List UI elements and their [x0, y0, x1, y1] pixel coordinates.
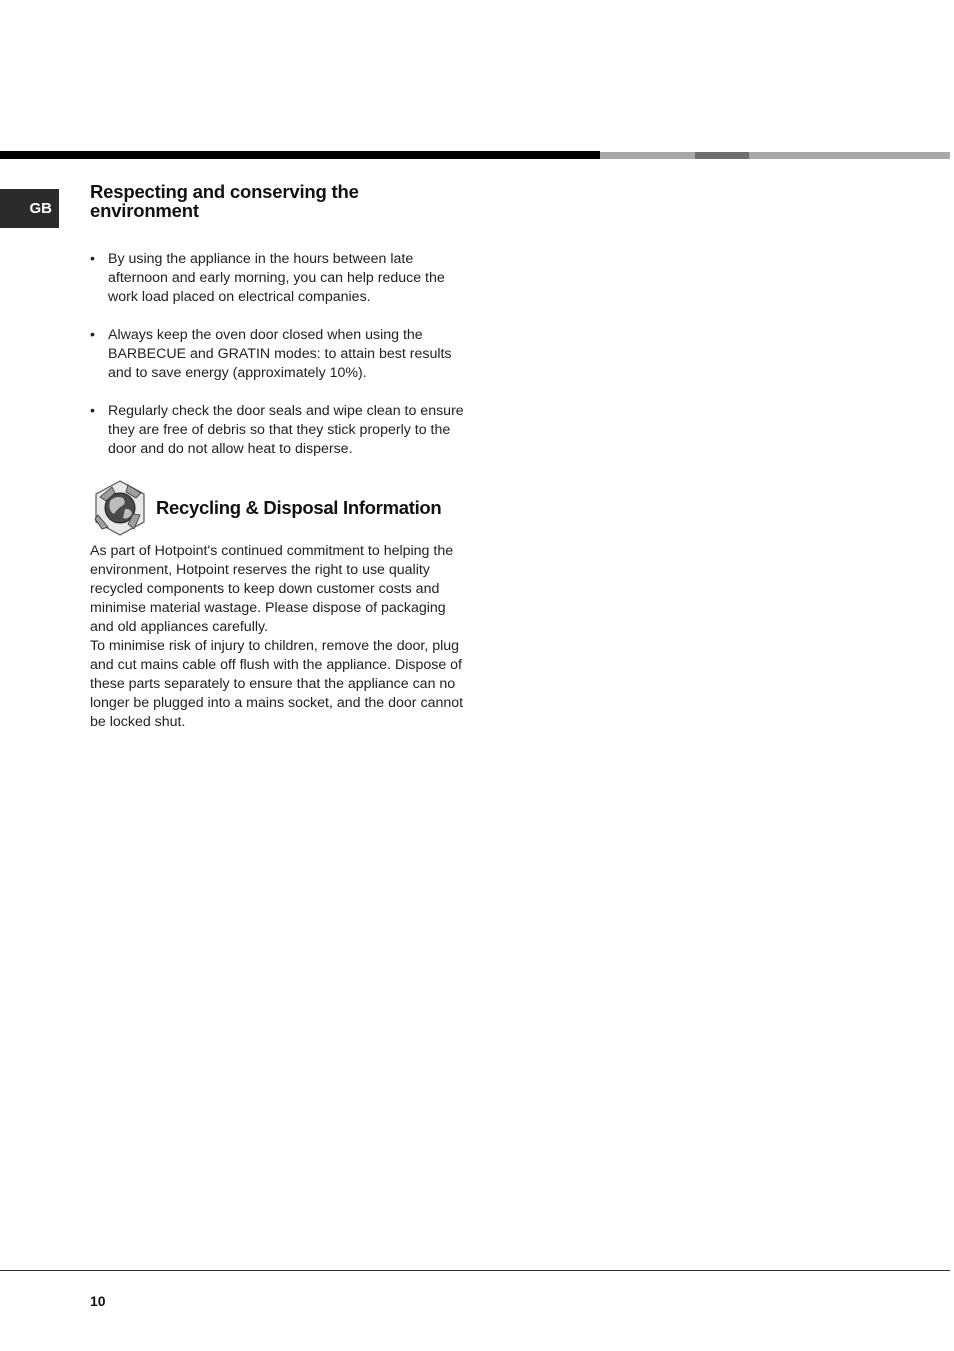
section-title-environment: Respecting and conserving the environment	[90, 181, 359, 221]
list-item-text: Regularly check the door seals and wipe clean to ensure they are free of debris so that they stick properly to the door and do not allow heat to disperse.	[108, 403, 464, 457]
bullet-icon: •	[90, 327, 95, 343]
bullet-icon: •	[90, 251, 95, 267]
list-item	[90, 402, 465, 459]
header-bar-dark-segment	[695, 152, 749, 159]
list-item	[90, 250, 465, 307]
language-tab: GB	[0, 189, 59, 228]
header-bar-light-segment-right	[749, 152, 950, 159]
header-color-bar	[0, 151, 950, 159]
environment-tips-list	[90, 250, 465, 459]
recycling-paragraph: As part of Hotpoint's continued commitment to helping the environment, Hotpoint reserves the right to use quality recycled components to keep down customer costs and minimise material wastage. Please dispose of packaging and old appliances carefully.	[90, 543, 454, 635]
header-bar-light-segment	[600, 152, 695, 159]
recycle-globe-icon	[90, 479, 150, 537]
recycling-paragraph: To minimise risk of injury to children, remove the door, plug and cut mains cable off flush with the appliance. Dispose of these parts separately to ensure that the appliance can no longer be plugged into a mains socket, and the door cannot be locked shut.	[90, 638, 464, 730]
list-item-text: Always keep the oven door closed when using the BARBECUE and GRATIN modes: to attain best results and to save energy (approximately 10%).	[108, 327, 452, 381]
footer-divider	[0, 1270, 950, 1271]
list-item	[90, 326, 465, 383]
header-bar-black-segment	[0, 151, 600, 159]
recycling-header	[90, 478, 465, 538]
page-number: 10	[90, 1293, 106, 1309]
bullet-icon: •	[90, 403, 95, 419]
list-item-text: By using the appliance in the hours between late afternoon and early morning, you can help reduce the work load placed on electrical companies.	[108, 251, 445, 305]
section-title-recycling: Recycling & Disposal Information	[156, 497, 442, 518]
main-content	[90, 182, 465, 732]
